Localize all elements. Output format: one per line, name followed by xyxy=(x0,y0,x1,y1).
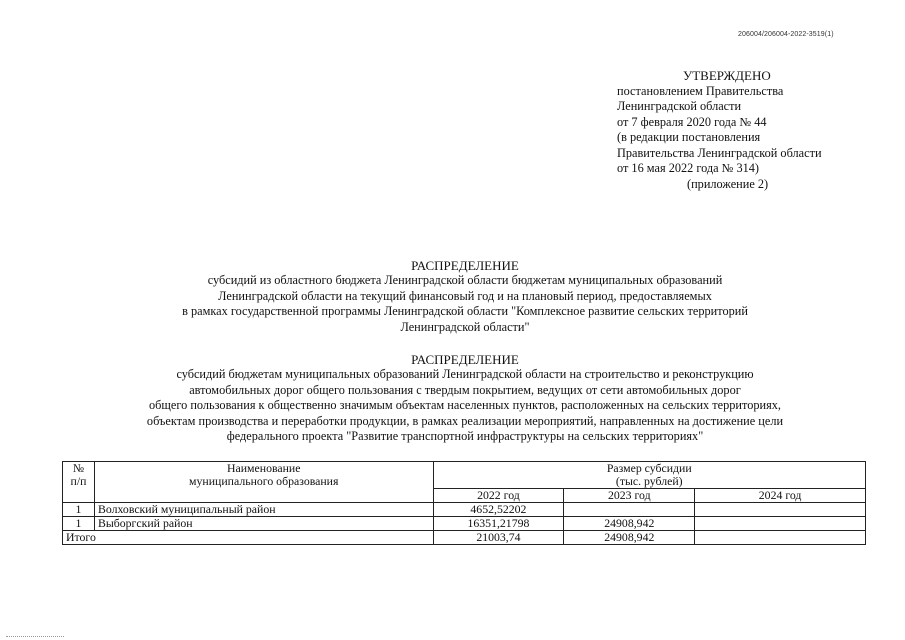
header-name: Наименование муниципального образования xyxy=(94,462,433,503)
approval-heading: УТВЕРЖДЕНО xyxy=(683,68,771,83)
row-value-2024 xyxy=(695,503,866,517)
document-id: 206004/206004-2022-3519(1) xyxy=(738,31,834,38)
approval-stamp xyxy=(617,68,877,192)
distribution-line: субсидий бюджетам муниципальных образований Ленинградской области на строительство и реконструкцию xyxy=(176,367,754,382)
approval-line: (в редакции постановления xyxy=(617,130,761,144)
table-row xyxy=(63,517,866,531)
header-year-2022: 2022 год xyxy=(433,489,564,503)
distribution-line: Ленинградской области на текущий финансовый год и на плановый период, предоставляемых xyxy=(218,288,712,303)
distribution-title: РАСПРЕДЕЛЕНИЕ xyxy=(411,258,519,273)
table-total-row xyxy=(63,531,866,545)
total-value-2022: 21003,74 xyxy=(433,531,564,545)
distribution-heading-1 xyxy=(60,258,870,335)
total-label: Итого xyxy=(63,531,434,545)
row-num: 1 xyxy=(63,503,95,517)
distribution-line: Ленинградской области" xyxy=(400,319,530,334)
approval-line: от 7 февраля 2020 года № 44 xyxy=(617,114,767,129)
distribution-heading-2 xyxy=(60,352,870,444)
approval-line: Ленинградской области xyxy=(617,99,742,113)
distribution-line: федерального проекта "Развитие транспортной инфраструктуры на сельских территориях" xyxy=(226,429,704,444)
distribution-title: РАСПРЕДЕЛЕНИЕ xyxy=(411,352,519,367)
header-year-2024: 2024 год xyxy=(695,489,866,503)
total-value-2024 xyxy=(695,531,866,545)
row-name: Выборгский район xyxy=(94,517,433,531)
distribution-line: общего пользования к общественно значимым объектам населенных пунктов, расположенных на сельских территориях, xyxy=(149,398,781,413)
annex-label: (приложение 2) xyxy=(687,176,769,191)
approval-line: Правительства Ленинградской области xyxy=(617,145,822,160)
approval-line: постановлением Правительства xyxy=(617,83,784,98)
header-amount: Размер субсидии (тыс. рублей) xyxy=(433,462,866,489)
distribution-line: объектам производства и переработки продукции, в рамках реализации мероприятий, направленных на достижение цели xyxy=(146,413,784,428)
subsidy-table xyxy=(62,461,866,545)
header-num: № п/п xyxy=(63,462,95,503)
row-name: Волховский муниципальный район xyxy=(94,503,433,517)
row-value-2024 xyxy=(695,517,866,531)
table-row xyxy=(63,503,866,517)
header-year-2023: 2023 год xyxy=(564,489,695,503)
row-num: 1 xyxy=(63,517,95,531)
row-value-2022: 4652,52202 xyxy=(433,503,564,517)
row-value-2022: 16351,21798 xyxy=(433,517,564,531)
row-value-2023 xyxy=(564,503,695,517)
total-value-2023: 24908,942 xyxy=(564,531,695,545)
distribution-line: субсидий из областного бюджета Ленинградской области бюджетам муниципальных образований xyxy=(207,273,723,288)
distribution-line: автомобильных дорог общего пользования с твердым покрытием, ведущих от сети автомобильных дорог xyxy=(189,382,741,397)
scan-artifact-divider xyxy=(6,636,64,637)
table-header-row xyxy=(63,462,866,489)
approval-line: от 16 мая 2022 года № 314) xyxy=(617,161,760,175)
distribution-line: в рамках государственной программы Ленинградской области "Комплексное развитие сельских территорий xyxy=(182,304,748,319)
row-value-2023: 24908,942 xyxy=(564,517,695,531)
